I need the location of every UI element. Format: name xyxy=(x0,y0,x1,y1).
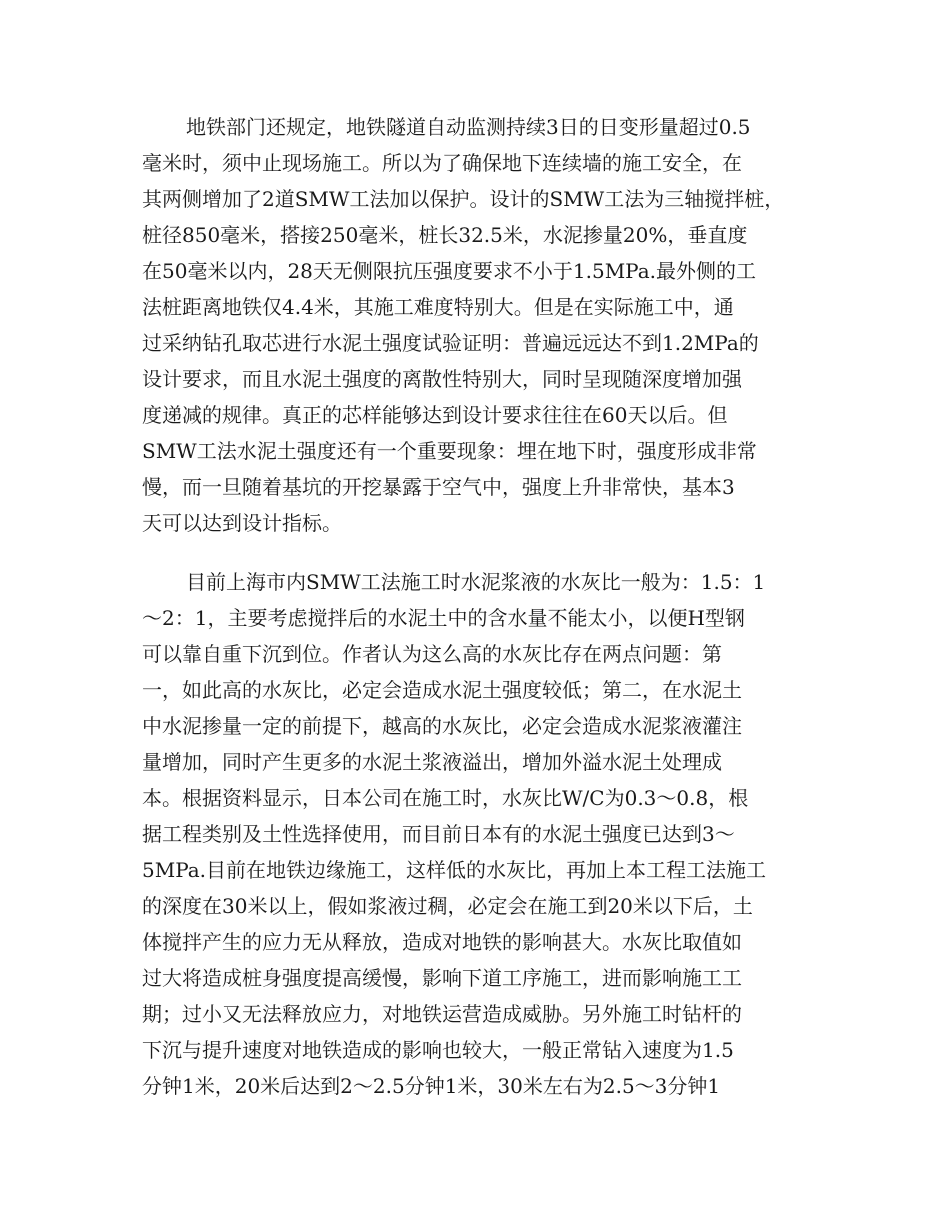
paragraph-line: 地铁部门还规定，地铁隧道自动监测持续3日的日变形量超过0.5 xyxy=(186,115,751,139)
paragraph-line: 据工程类别及土性选择使用，而目前日本有的水泥土强度已达到3～ xyxy=(142,822,735,846)
paragraph-line: 一，如此高的水灰比，必定会造成水泥土强度较低；第二，在水泥土 xyxy=(142,678,742,702)
paragraph-line: 分钟1米，20米后达到2～2.5分钟1米，30米左右为2.5～3分钟1 xyxy=(142,1074,721,1098)
paragraph-line: 的深度在30米以上，假如浆液过稠，必定会在施工到20米以下后，土 xyxy=(142,894,753,918)
paragraph-line: 期；过小又无法释放应力，对地铁运营造成威胁。另外施工时钻杆的 xyxy=(142,1002,742,1026)
paragraph-line: 度递减的规律。真正的芯样能够达到设计要求往往在60天以后。但 xyxy=(142,403,728,427)
paragraph-line: 天可以达到设计指标。 xyxy=(142,511,342,535)
paragraph-line: 可以靠自重下沉到位。作者认为这么高的水灰比存在两点问题：第 xyxy=(142,642,722,666)
paragraph-line: 体搅拌产生的应力无从释放，造成对地铁的影响甚大。水灰比取值如 xyxy=(142,930,742,954)
paragraph-line: 设计要求，而且水泥土强度的离散性特别大，同时呈现随深度增加强 xyxy=(142,367,742,391)
paragraph-line: 法桩距离地铁仅4.4米，其施工难度特别大。但是在实际施工中，通 xyxy=(142,295,734,319)
paragraph-line: 下沉与提升速度对地铁造成的影响也较大，一般正常钻入速度为1.5 xyxy=(142,1038,734,1062)
paragraph-line: SMW工法水泥土强度还有一个重要现象：埋在地下时，强度形成非常 xyxy=(142,439,757,463)
paragraph-line: ～2：1，主要考虑搅拌后的水泥土中的含水量不能太小，以便H型钢 xyxy=(142,606,745,630)
paragraph-line: 在50毫米以内，28天无侧限抗压强度要求不小于1.5MPa.最外侧的工 xyxy=(142,259,757,283)
paragraph-line: 过采纳钻孔取芯进行水泥土强度试验证明：普遍远远达不到1.2MPa的 xyxy=(142,331,759,355)
paragraph-line: 过大将造成桩身强度提高缓慢，影响下道工序施工，进而影响施工工 xyxy=(142,966,742,990)
paragraph-line: 本。根据资料显示，日本公司在施工时，水灰比W/C为0.3～0.8，根 xyxy=(142,786,749,810)
paragraph-line: 桩径850毫米，搭接250毫米，桩长32.5米，水泥掺量20%，垂直度 xyxy=(142,223,748,247)
paragraph-line: 中水泥掺量一定的前提下，越高的水灰比，必定会造成水泥浆液灌注 xyxy=(142,714,742,738)
paragraph-line: 量增加，同时产生更多的水泥土浆液溢出，增加外溢水泥土处理成 xyxy=(142,750,722,774)
paragraph-line: 目前上海市内SMW工法施工时水泥浆液的水灰比一般为：1.5：1 xyxy=(186,570,766,594)
paragraph-line: 其两侧增加了2道SMW工法加以保护。设计的SMW工法为三轴搅拌桩， xyxy=(142,187,785,211)
paragraph-line: 慢，而一旦随着基坑的开挖暴露于空气中，强度上升非常快，基本3 xyxy=(142,475,735,499)
paragraph-line: 5MPa.目前在地铁边缘施工，这样低的水灰比，再加上本工程工法施工 xyxy=(142,858,767,882)
paragraph-line: 毫米时，须中止现场施工。所以为了确保地下连续墙的施工安全，在 xyxy=(142,151,742,175)
